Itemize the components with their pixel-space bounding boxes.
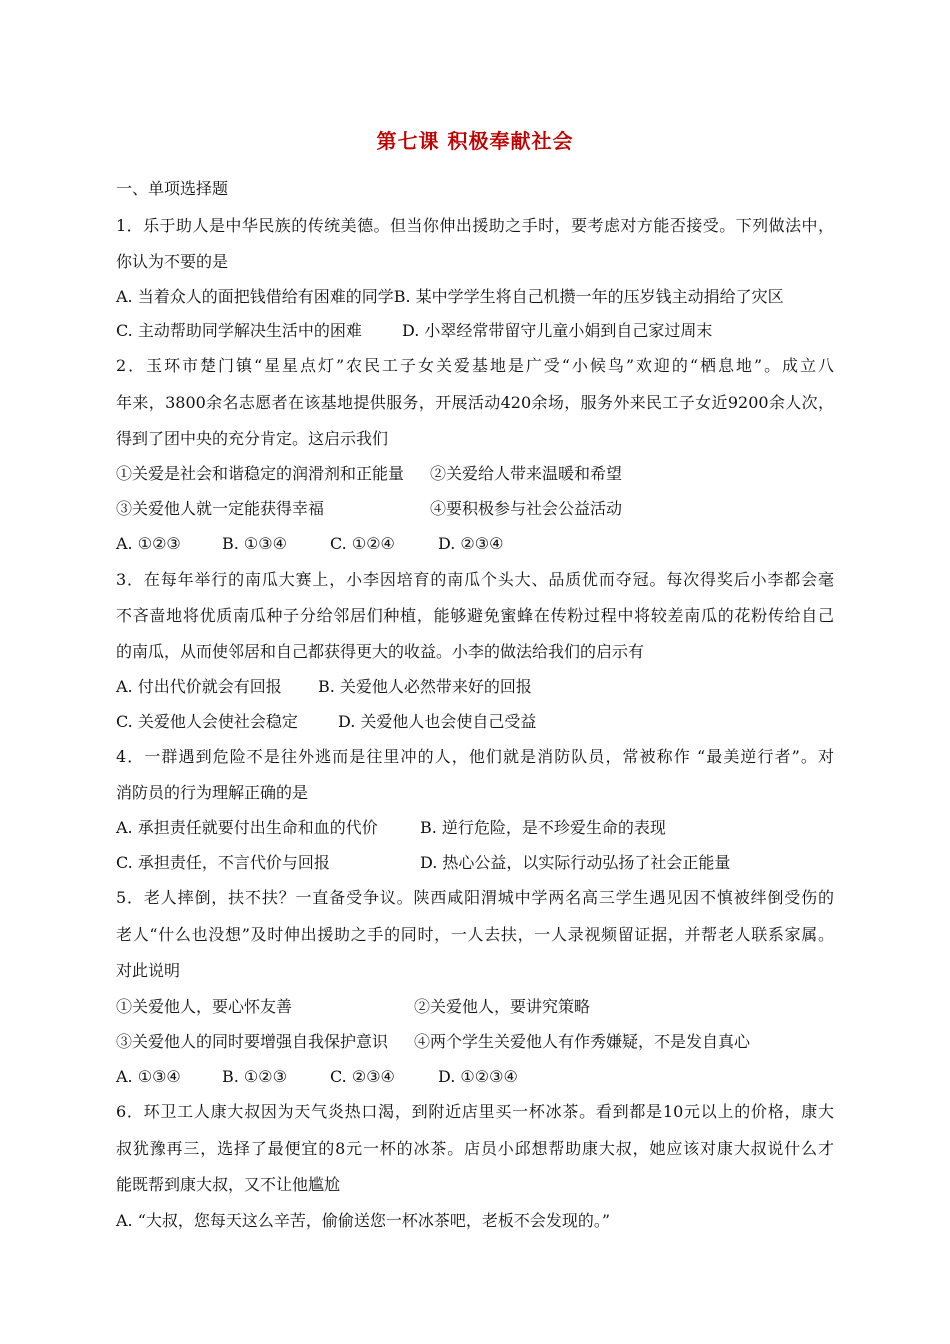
- q3-option-a: A. 付出代价就会有回报: [116, 677, 282, 696]
- q2-options-row: [116, 534, 503, 554]
- q4-options-row-1: [116, 818, 666, 838]
- q3-stem-line-2: 不吝啬地将优质南瓜种子分给邻居们种植，能够避免蜜蜂在传粉过程中将较差南瓜的花粉传给自己: [116, 606, 834, 625]
- q1-option-b: B. 某中学学生将自己机攒一年的压岁钱主动捐给了灾区: [393, 287, 784, 306]
- q5-stem-line-3: 对此说明: [116, 961, 181, 980]
- q4-stem-line-2: 消防员的行为理解正确的是: [116, 783, 309, 802]
- q5-option-a: A. ①③④: [116, 1067, 181, 1086]
- q5-statements-row-2: [116, 1032, 750, 1052]
- q4-stem-line-1: 4．一群遇到危险不是往外逃而是往里冲的人，他们就是消防队员，常被称作 “最美逆行者”。对: [116, 747, 834, 766]
- q2-stem-line-3: 得到了团中央的充分肯定。这启示我们: [116, 429, 389, 448]
- q1-stem-line-1: 1．乐于助人是中华民族的传统美德。但当你伸出援助之手时，要考虑对方能否接受。下列做法中，: [116, 216, 834, 235]
- q2-stem-line-1: 2．玉环市楚门镇“星星点灯”农民工子女关爱基地是广受“小候鸟”欢迎的“栖息地”。成立八: [116, 356, 834, 375]
- q5-option-d: D. ①②③④: [438, 1067, 518, 1086]
- q2-option-b: B. ①③④: [222, 534, 287, 553]
- q3-option-b: B. 关爱他人必然带来好的回报: [318, 677, 532, 696]
- q4-option-a: A. 承担责任就要付出生命和血的代价: [116, 818, 378, 837]
- section-heading: 一、单项选择题: [116, 179, 229, 198]
- q2-statement-1: ①关爱是社会和谐稳定的润滑剂和正能量: [116, 464, 405, 483]
- q1-options-row-2: [116, 321, 712, 341]
- q5-statement-3: ③关爱他人的同时要增强自我保护意识: [116, 1032, 389, 1051]
- q2-statements-row-1: [116, 464, 622, 484]
- q2-statements-row-2: [116, 499, 622, 519]
- page-title: 第七课 积极奉献社会: [376, 129, 574, 153]
- q5-option-b: B. ①②③: [222, 1067, 287, 1086]
- q5-statement-2: ②关爱他人，要讲究策略: [414, 997, 591, 1016]
- q3-option-c: C. 关爱他人会使社会稳定: [116, 712, 298, 731]
- q6-stem-line-2: 叔犹豫再三，选择了最便宜的8元一杯的冰茶。店员小邱想帮助康大叔，她应该对康大叔说什么才: [116, 1139, 834, 1158]
- q1-stem-line-2: 你认为不要的是: [116, 252, 229, 271]
- q4-option-b: B. 逆行危险，是不珍爱生命的表现: [420, 818, 666, 837]
- q1-option-d: D. 小翠经常带留守儿童小娟到自己家过周末: [402, 321, 713, 340]
- q5-statement-1: ①关爱他人，要心怀友善: [116, 997, 293, 1016]
- q5-option-c: C. ②③④: [330, 1067, 395, 1086]
- q3-options-row-2: [116, 712, 536, 732]
- q4-options-row-2: [116, 853, 730, 873]
- q5-statements-row-1: [116, 997, 590, 1017]
- q1-option-c: C. 主动帮助同学解决生活中的困难: [116, 321, 362, 340]
- q3-stem-line-1: 3．在每年举行的南瓜大赛上，小李因培育的南瓜个头大、品质优而夺冠。每次得奖后小李都会毫: [116, 570, 834, 589]
- q6-option-a: A. “大叔，您每天这么辛苦，偷偷送您一杯冰茶吧，老板不会发现的。”: [116, 1211, 611, 1230]
- q6-stem-line-1: 6．环卫工人康大叔因为天气炎热口渴，到附近店里买一杯冰茶。看到都是10元以上的价格，康大: [116, 1102, 834, 1121]
- q1-option-a: A. 当着众人的面把钱借给有困难的同学: [116, 287, 394, 306]
- q3-option-d: D. 关爱他人也会使自己受益: [338, 712, 537, 731]
- q5-options-row: [116, 1067, 518, 1087]
- q3-stem-line-3: 的南瓜，从而使邻居和自己都获得更大的收益。小李的做法给我们的启示有: [116, 642, 645, 661]
- q5-stem-line-2: 老人“什么也没想”及时伸出援助之手的同时，一人去扶，一人录视频留证据，并帮老人联系家属。: [116, 925, 834, 944]
- q2-option-d: D. ②③④: [438, 534, 504, 553]
- q2-option-a: A. ①②③: [116, 534, 181, 553]
- q5-stem-line-1: 5．老人摔倒，扶不扶？一直备受争议。陕西咸阳渭城中学两名高三学生遇见因不慎被绊倒受伤的: [116, 888, 834, 907]
- q2-statement-4: ④要积极参与社会公益活动: [430, 499, 623, 518]
- q6-stem-line-3: 能既帮到康大叔，又不让他尴尬: [116, 1175, 341, 1194]
- q2-stem-line-2: 年来，3800余名志愿者在该基地提供服务，开展活动420余场，服务外来民工子女近9200余人次，: [116, 393, 834, 412]
- q2-option-c: C. ①②④: [330, 534, 395, 553]
- q4-option-c: C. 承担责任，不言代价与回报: [116, 853, 330, 872]
- q5-statement-4: ④两个学生关爱他人有作秀嫌疑，不是发自真心: [414, 1032, 751, 1051]
- q2-statement-3: ③关爱他人就一定能获得幸福: [116, 499, 325, 518]
- q3-options-row-1: [116, 677, 532, 697]
- q4-option-d: D. 热心公益，以实际行动弘扬了社会正能量: [420, 853, 731, 872]
- q2-statement-2: ②关爱给人带来温暖和希望: [430, 464, 623, 483]
- q1-options-row-1: [116, 287, 784, 307]
